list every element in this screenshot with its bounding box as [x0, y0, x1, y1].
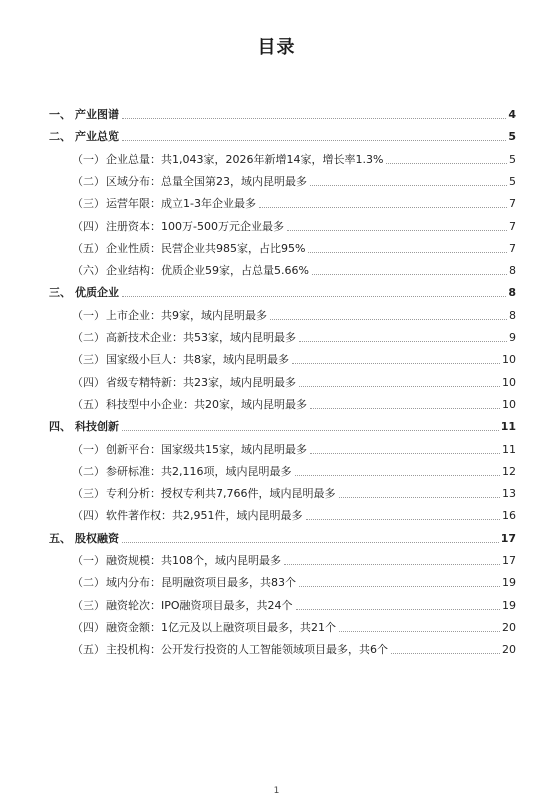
toc-entry-number: 一、: [49, 108, 71, 121]
toc-dot-leader: [339, 631, 500, 632]
toc-entry-page: 7: [509, 241, 516, 255]
toc-dot-leader: [296, 609, 500, 610]
toc-entry-title: 高新技术企业：共53家，域内昆明最多: [106, 331, 296, 344]
toc-entry-number: （一）: [72, 442, 105, 456]
toc-entry-page: 20: [502, 620, 516, 634]
toc-dot-leader: [299, 386, 500, 387]
toc-subsection-entry[interactable]: [0, 262, 553, 280]
toc-entry-page: 7: [509, 197, 516, 211]
toc-dot-leader: [292, 363, 500, 364]
toc-dot-leader: [391, 653, 500, 654]
toc-dot-leader: [310, 453, 500, 454]
toc-entry-number: （四）: [72, 375, 105, 389]
toc-subsection-entry[interactable]: [0, 151, 553, 169]
toc-entry-page: 17: [502, 554, 516, 567]
toc-subsection-entry[interactable]: [0, 574, 553, 592]
toc-entry-title: 企业结构：优质企业59家，占总量5.66%: [106, 264, 309, 278]
toc-section-entry[interactable]: [0, 418, 553, 436]
toc-entry-number: （二）: [72, 464, 105, 478]
toc-entry-page: 19: [502, 598, 516, 612]
toc-entry-number: （二）: [72, 576, 105, 590]
toc-section-entry[interactable]: [0, 106, 553, 124]
toc-dot-leader: [312, 274, 507, 275]
toc-dot-leader: [339, 497, 500, 498]
toc-dot-leader: [310, 408, 500, 409]
toc-subsection-entry[interactable]: [0, 173, 553, 191]
toc-entry-title: 运营年限：成立1-3年企业最多: [106, 197, 256, 211]
toc-entry-title: 区域分布：总量全国第23，域内昆明最多: [106, 174, 307, 188]
toc-subsection-entry[interactable]: [0, 195, 553, 213]
toc-entry-title: 主投机构：公开发行投资的人工智能领域项目最多，共6个: [106, 643, 388, 657]
toc-subsection-entry[interactable]: [0, 374, 553, 392]
toc-dot-leader: [287, 230, 507, 231]
toc-entry-title: 国家级小巨人：共8家，域内昆明最多: [106, 353, 289, 367]
toc-entry-title: 融资轮次：IPO融资项目最多，共24个: [106, 598, 293, 612]
toc-dot-leader: [122, 296, 506, 297]
toc-entry-title: 优质企业: [75, 286, 119, 300]
toc-entry-page: 10: [502, 397, 516, 411]
toc-entry-page: 12: [502, 464, 516, 478]
toc-subsection-entry[interactable]: [0, 597, 553, 615]
toc-dot-leader: [122, 430, 499, 431]
toc-entry-page: 5: [508, 130, 516, 144]
toc-entry-number: （五）: [72, 643, 105, 657]
toc-dot-leader: [386, 163, 507, 164]
toc-entry-title: 专利分析：授权专利共7,766件，域内昆明最多: [106, 487, 336, 501]
toc-dot-leader: [306, 519, 500, 520]
toc-subsection-entry[interactable]: [0, 485, 553, 503]
toc-entry-page: 5: [509, 152, 516, 166]
toc-entry-number: 二、: [49, 130, 71, 144]
toc-entry-number: （一）: [72, 152, 105, 166]
toc-entry-title: 产业总览: [75, 130, 119, 144]
toc-dot-leader: [259, 207, 507, 208]
toc-entry-title: 注册资本：100万-500万元企业最多: [106, 219, 284, 233]
toc-entry-title: 产业图谱: [75, 108, 119, 121]
toc-entry-page: 10: [502, 353, 516, 367]
toc-entry-number: 四、: [49, 420, 71, 434]
toc-entry-title: 省级专精特新：共23家，域内昆明最多: [106, 375, 296, 389]
toc-entry-page: 19: [502, 576, 516, 590]
toc-entry-number: （五）: [72, 397, 105, 411]
toc-entry-page: 8: [508, 286, 516, 300]
toc-entry-page: 4: [508, 108, 516, 121]
toc-dot-leader: [310, 185, 507, 186]
toc-entry-number: （三）: [72, 598, 105, 612]
toc-subsection-entry[interactable]: [0, 463, 553, 481]
toc-subsection-entry[interactable]: [0, 552, 553, 570]
toc-section-entry[interactable]: [0, 128, 553, 146]
toc-subsection-entry[interactable]: [0, 619, 553, 637]
toc-subsection-entry[interactable]: [0, 218, 553, 236]
toc-entry-title: 上市企业：共9家，域内昆明最多: [106, 308, 267, 322]
toc-entry-page: 20: [502, 643, 516, 657]
toc-dot-leader: [122, 542, 499, 543]
toc-entry-number: （三）: [72, 353, 105, 367]
toc-entry-number: 五、: [49, 531, 71, 545]
toc-entry-title: 企业性质：民营企业共985家，占比95%: [106, 241, 306, 255]
toc-dot-leader: [270, 319, 507, 320]
toc-entry-page: 17: [500, 531, 516, 545]
toc-dot-leader: [122, 140, 506, 141]
page-title: 目录: [257, 37, 296, 58]
toc-subsection-entry[interactable]: [0, 641, 553, 659]
toc-entry-number: （二）: [72, 174, 105, 188]
toc-entry-page: 10: [502, 375, 516, 389]
toc-entry-title: 创新平台：国家级共15家，域内昆明最多: [106, 442, 307, 456]
toc-entry-title: 融资金额：1亿元及以上融资项目最多，共21个: [106, 620, 336, 634]
toc-section-entry[interactable]: [0, 284, 553, 302]
toc-subsection-entry[interactable]: [0, 396, 553, 414]
toc-entry-number: （三）: [72, 487, 105, 501]
toc-entry-page: 11: [500, 420, 516, 434]
toc-section-entry[interactable]: [0, 530, 553, 548]
toc-entry-title: 参研标准：共2,116项，域内昆明最多: [106, 464, 292, 478]
toc-entry-page: 9: [509, 331, 516, 344]
page-number: 1: [273, 786, 280, 796]
toc-dot-leader: [122, 118, 506, 119]
toc-entry-number: （二）: [72, 331, 105, 344]
toc-entry-number: （四）: [72, 219, 105, 233]
toc-entry-number: （一）: [72, 308, 105, 322]
toc-subsection-entry[interactable]: [0, 307, 553, 325]
toc-entry-number: （三）: [72, 197, 105, 211]
toc-dot-leader: [284, 564, 500, 565]
toc-entry-page: 5: [509, 174, 516, 188]
toc-entry-title: 股权融资: [75, 531, 119, 545]
toc-entry-title: 企业总量：共1,043家，2026年新增14家，增长率1.3%: [106, 152, 384, 166]
toc-entry-title: 科技创新: [75, 420, 119, 434]
toc-subsection-entry[interactable]: [0, 329, 553, 347]
toc-entry-number: 三、: [49, 286, 71, 300]
toc-dot-leader: [295, 475, 500, 476]
toc-entry-page: 16: [502, 509, 516, 523]
toc-subsection-entry[interactable]: [0, 351, 553, 369]
toc-entry-number: （六）: [72, 264, 105, 278]
toc-entry-number: （一）: [72, 554, 105, 567]
toc-entry-page: 13: [502, 487, 516, 501]
toc-entry-title: 软件著作权：共2,951件，域内昆明最多: [106, 509, 303, 523]
toc-entry-title: 科技型中小企业：共20家，域内昆明最多: [106, 397, 307, 411]
toc-entry-page: 8: [509, 308, 516, 322]
toc-entry-page: 8: [509, 264, 516, 278]
toc-entry-page: 11: [502, 442, 516, 456]
toc-subsection-entry[interactable]: [0, 441, 553, 459]
toc-subsection-entry[interactable]: [0, 507, 553, 525]
toc-dot-leader: [299, 586, 500, 587]
toc-entry-number: （四）: [72, 509, 105, 523]
toc-entry-number: （四）: [72, 620, 105, 634]
toc-subsection-entry[interactable]: [0, 240, 553, 258]
toc-entry-number: （五）: [72, 241, 105, 255]
toc-entry-title: 域内分布：昆明融资项目最多，共83个: [106, 576, 296, 590]
toc-dot-leader: [308, 252, 507, 253]
toc-entry-page: 7: [509, 219, 516, 233]
toc-dot-leader: [299, 341, 507, 342]
toc-entry-title: 融资规模：共108个，域内昆明最多: [106, 554, 281, 567]
